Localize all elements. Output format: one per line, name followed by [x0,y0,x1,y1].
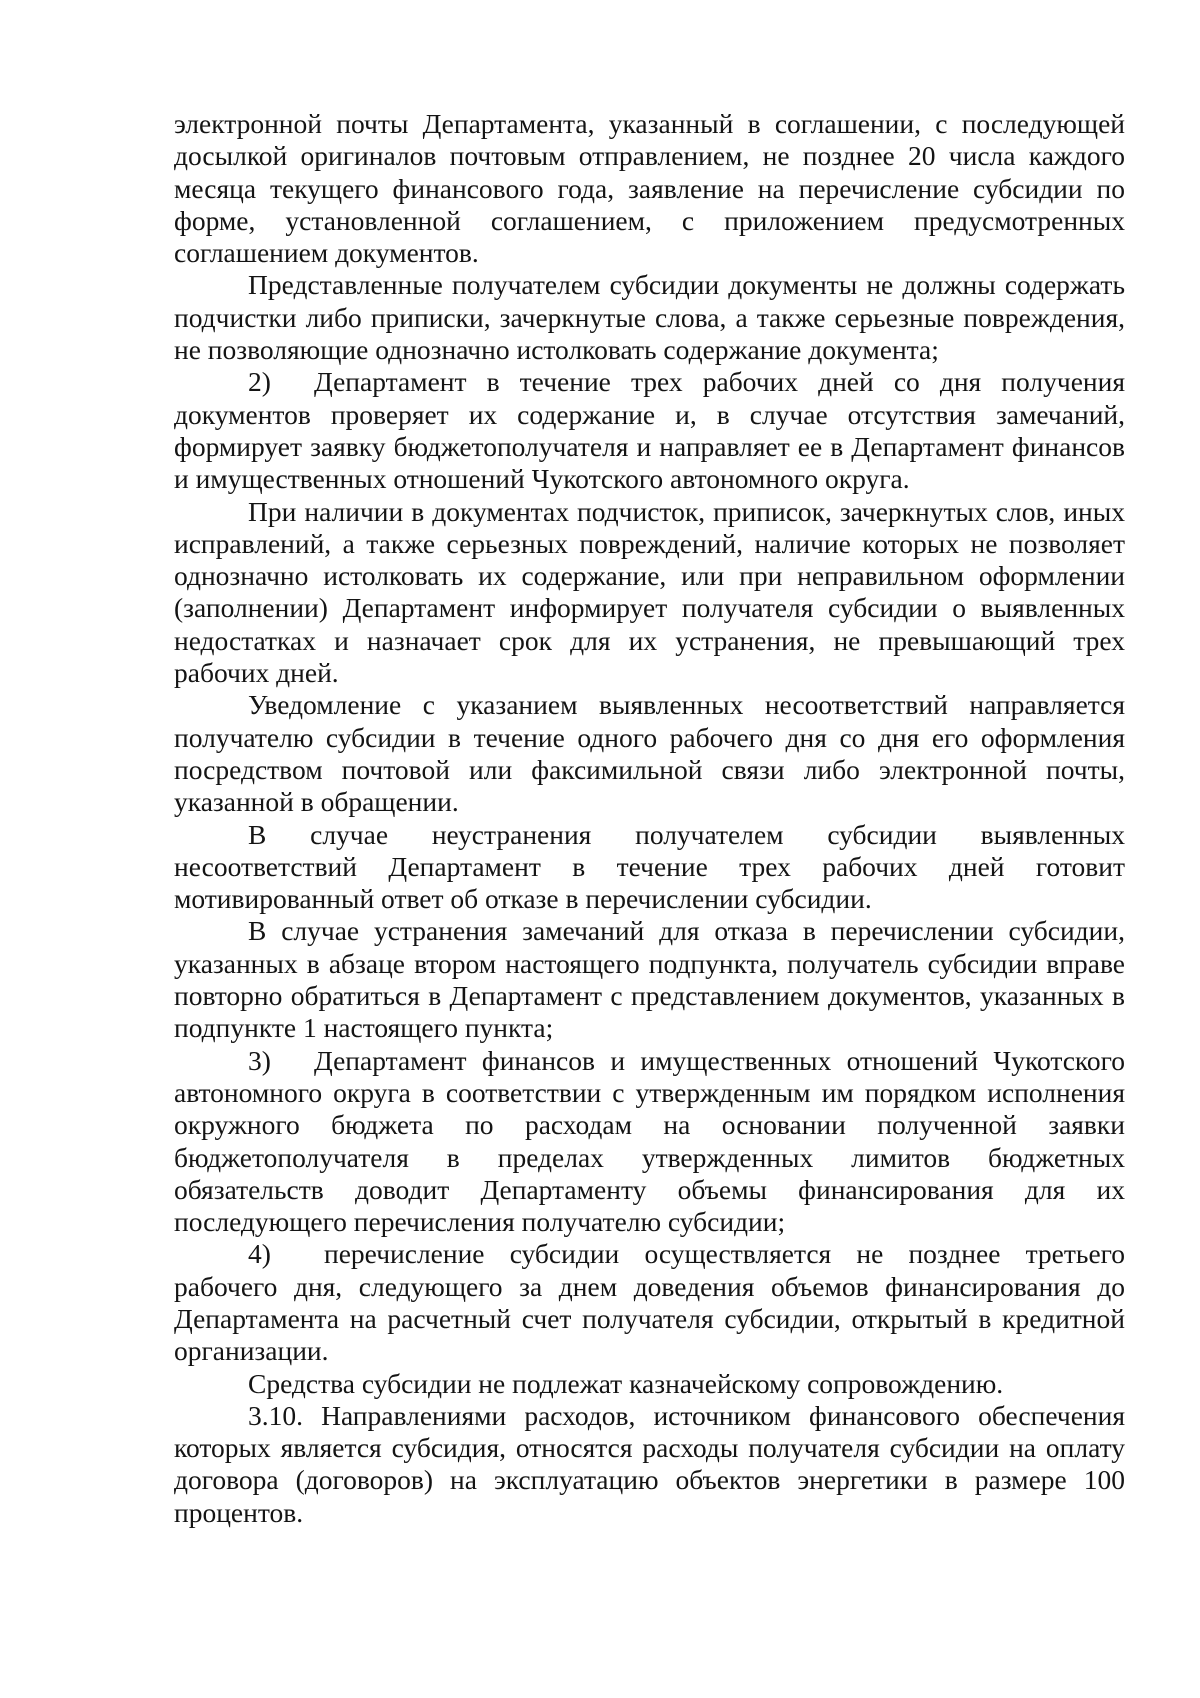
item-number: 4) [248,1238,271,1270]
paragraph-7: В случае устранения замечаний для отказа в перечислении субсидии, указанных в абзаце втором настоящего подпункта, получатель субсидии вправе повторно обратиться в Департамент с представлением документов, указанных в подпункте 1 настоящего пункта; [174,915,1125,1044]
paragraph-11-section-3-10: 3.10. Направлениями расходов, источником финансового обеспечения которых является субсидия, относятся расходы получателя субсидии на оплату договора (договоров) на эксплуатацию объектов энергетики в размере 100 процентов. [174,1399,1125,1528]
paragraph-4: При наличии в документах подчисток, приписок, зачеркнутых слов, иных исправлений, а также серьезных повреждений, наличие которых не позволяет однозначно истолковать их содержание, или при неправильном оформлении (заполнении) Департамент информирует получателя субсидии о выявленных недостатках и назначает срок для их устранения, не превышающий трех рабочих дней. [174,495,1125,689]
paragraph-6: В случае неустранения получателем субсидии выявленных несоответствий Департамент в течение трех рабочих дней готовит мотивированный ответ об отказе в перечислении субсидии. [174,818,1125,915]
paragraph-8-item-3 [174,1045,1125,1239]
paragraph-10: Средства субсидии не подлежат казначейскому сопровождению. [248,1367,1004,1399]
paragraph-3-item-2 [174,366,1125,495]
item-number: 3) [248,1044,271,1076]
item-text: Департамент финансов и имущественных отношений Чукотского автономного округа в соответствии с утвержденным им порядком исполнения окружного бюджета по расходам на основании полученной заявки бюджетополучателя в пределах утвержденных лимитов бюджетных обязательств доводит Департаменту объемы финансирования для их последующего перечисления получателю субсидии; [174,1044,1125,1238]
paragraph-2: Представленные получателем субсидии документы не должны содержать подчистки либо приписки, зачеркнутые слова, а также серьезные повреждения, не позволяющие однозначно истолковать содержание документа; [174,269,1125,366]
paragraph-5: Уведомление с указанием выявленных несоответствий направляется получателю субсидии в течение одного рабочего дня со дня его оформления посредством почтовой или факсимильной связи либо электронной почты, указанной в обращении. [174,689,1125,818]
item-text: перечисление субсидии осуществляется не позднее третьего рабочего дня, следующего за днем доведения объемов финансирования до Департамента на расчетный счет получателя субсидии, открытый в кредитной организации. [174,1238,1125,1367]
paragraph-9-item-4 [174,1238,1125,1367]
paragraph-1: электронной почты Департамента, указанный в соглашении, с последующей досылкой оригиналов почтовым отправлением, не позднее 20 числа каждого месяца текущего финансового года, заявление на перечисление субсидии по форме, установленной соглашением, с приложением предусмотренных соглашением документов. [174,108,1125,269]
item-text: Департамент в течение трех рабочих дней со дня получения документов проверяет их содержание и, в случае отсутствия замечаний, формирует заявку бюджетополучателя и направляет ее в Департамент финансов и имущественных отношений Чукотского автономного округа. [174,366,1125,495]
document-page [174,108,1125,1529]
item-number: 2) [248,366,271,398]
